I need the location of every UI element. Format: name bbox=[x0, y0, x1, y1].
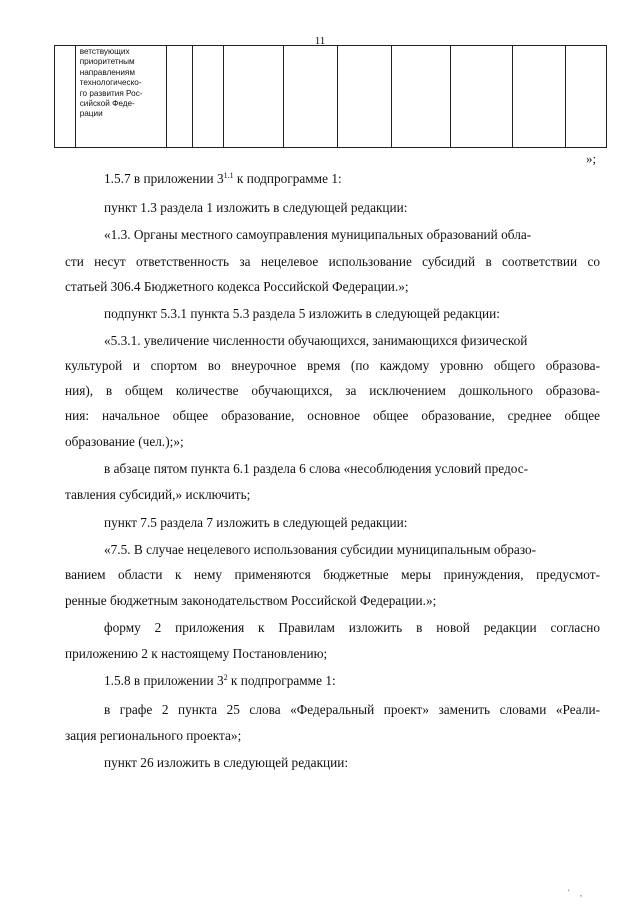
p5-line-5: образование (чел.);»; bbox=[65, 434, 184, 449]
table-cell bbox=[283, 46, 337, 148]
p6-line-1: в абзаце пятом пункта 6.1 раздела 6 слова «несоблюдения условий предос- bbox=[104, 461, 529, 476]
p1-text: 1.5.7 в приложении 3 bbox=[104, 171, 224, 186]
table-fragment bbox=[54, 45, 607, 148]
p2-text: пункт 1.3 раздела 1 изложить в следующей редакции: bbox=[104, 200, 408, 215]
p1-sup: 1.1 bbox=[223, 171, 234, 180]
page-number: 11 bbox=[314, 35, 326, 47]
p11-line-1: в графе 2 пункта 25 слова «Федеральный проект» заменить словами «Реали- bbox=[104, 702, 600, 717]
p5-line-4: ния: начальное общее образование, основное общее образование, среднее общее bbox=[65, 408, 600, 423]
table-cell bbox=[166, 46, 192, 148]
p10-tail: к подпрограмме 1: bbox=[227, 673, 336, 688]
p3-line-1: «1.3. Органы местного самоуправления муниципальных образований обла- bbox=[104, 227, 532, 242]
p9-line-1: форму 2 приложения к Правилам изложить в новой редакции согласно bbox=[104, 620, 600, 635]
p8-line-1: «7.5. В случае нецелевого использования субсидии муниципальным образо- bbox=[104, 542, 537, 557]
table-cell-description: ветствующих приоритетным направлениям технологическо- го развития Рос- сийской Феде- рации bbox=[75, 46, 166, 148]
table-cell bbox=[512, 46, 565, 148]
p9-line-2: приложению 2 к настоящему Постановлению; bbox=[65, 646, 328, 661]
table-cell bbox=[337, 46, 391, 148]
table-cell bbox=[223, 46, 283, 148]
p6-line-2: тавления субсидий,» исключить; bbox=[65, 487, 251, 502]
closing-quote-mark: »; bbox=[586, 151, 597, 166]
table-cell bbox=[565, 46, 607, 148]
scan-mark: ' , bbox=[568, 888, 587, 898]
table-row bbox=[55, 46, 607, 148]
p5-line-2: культурой и спортом во внеурочное время (по каждому уровню общего образова- bbox=[65, 358, 600, 373]
p8-line-3: ренные бюджетным законодательством Российской Федерации.»; bbox=[65, 593, 437, 608]
p4-text: подпункт 5.3.1 пункта 5.3 раздела 5 изложить в следующей редакции: bbox=[104, 306, 500, 321]
p10-text: 1.5.8 в приложении 3 bbox=[104, 673, 224, 688]
p11-line-2: зация регионального проекта»; bbox=[65, 728, 242, 743]
p7-text: пункт 7.5 раздела 7 изложить в следующей редакции: bbox=[104, 515, 408, 530]
table-cell bbox=[55, 46, 76, 148]
p12-text: пункт 26 изложить в следующей редакции: bbox=[104, 755, 349, 770]
table-cell bbox=[192, 46, 223, 148]
p3-line-3: статьей 306.4 Бюджетного кодекса Российской Федерации.»; bbox=[65, 279, 409, 294]
table-cell bbox=[391, 46, 450, 148]
table-cell bbox=[450, 46, 512, 148]
p5-line-1: «5.3.1. увеличение численности обучающихся, занимающихся физической bbox=[104, 333, 528, 348]
p10-sup: 2 bbox=[223, 673, 228, 682]
p1-tail: к подпрограмме 1: bbox=[233, 171, 342, 186]
p8-line-2: ванием области к нему применяются бюджетные меры принуждения, предусмот- bbox=[65, 567, 600, 582]
p5-line-3: ния), в общем количестве обучающихся, за исключением дошкольного образова- bbox=[65, 383, 600, 398]
p3-line-2: сти несут ответственность за нецелевое использование субсидий в соответствии со bbox=[65, 254, 600, 269]
